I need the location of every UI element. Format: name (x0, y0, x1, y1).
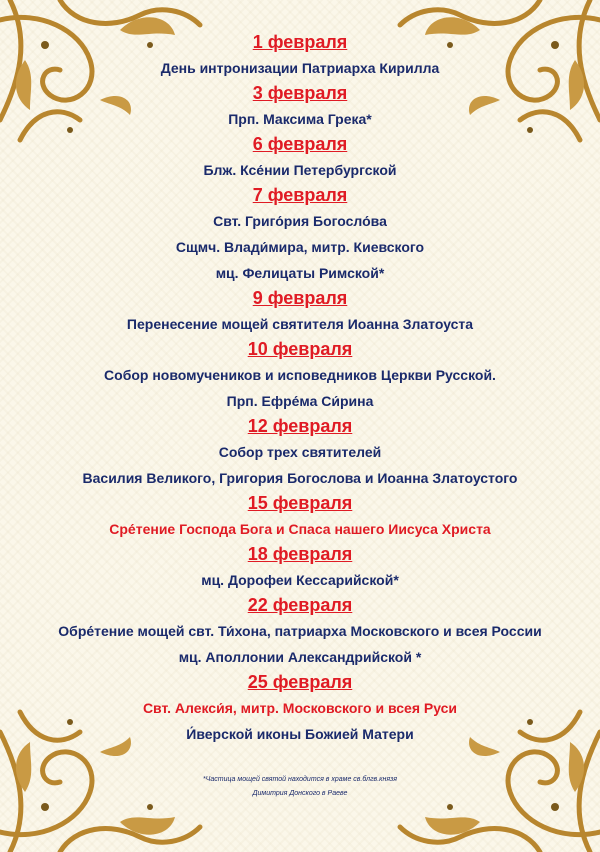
entry-line: Сщмч. Влади́мира, митр. Киевского (175, 239, 425, 255)
entry-line: Василия Великого, Григория Богослова и Иоанна Златоустого (82, 470, 518, 486)
calendar-entry (40, 593, 560, 670)
entry-line: И́верской иконы Божией Матери (186, 726, 414, 742)
calendar-entry (40, 183, 560, 286)
entry-date: 18 февраля (247, 544, 353, 564)
entry-line-feast: Сре́тение Господа Бога и Спаса нашего Иисуса Христа (109, 521, 491, 537)
entry-line-feast: Свт. Алекси́я, митр. Московского и всея Руси (142, 700, 458, 716)
entry-line: Собор трех святителей (218, 444, 382, 460)
entry-line: мц. Аполлонии Александрийской * (178, 649, 422, 665)
calendar-entry (40, 337, 560, 414)
calendar-entry (40, 414, 560, 491)
entry-date: 12 февраля (247, 416, 353, 436)
entry-line: Собор новомучеников и исповедников Церкви Русской. (104, 367, 496, 383)
entry-date: 22 февраля (247, 595, 353, 615)
calendar-entry (40, 81, 560, 132)
footnote-line: Димитрия Донского в Раеве (252, 790, 348, 797)
entry-line: Обре́тение мощей свт. Ти́хона, патриарха Московского и всея России (58, 623, 542, 639)
entry-date: 9 февраля (252, 288, 348, 308)
entry-line: Свт. Григо́рия Богосло́ва (213, 213, 387, 229)
calendar-entry (40, 286, 560, 337)
calendar-entry (40, 132, 560, 183)
entry-line: Прп. Ефре́ма Си́рина (226, 393, 374, 409)
calendar-entry (40, 30, 560, 81)
footnote (140, 773, 460, 801)
entry-line: Прп. Максима Грека* (228, 111, 372, 127)
footnote-line: *Частица мощей святой находится в храме св.блгв.князя (202, 776, 398, 783)
entry-line: мц. Дорофеи Кессарийской* (201, 572, 399, 588)
calendar-entry (40, 670, 560, 747)
entry-date: 1 февраля (252, 32, 348, 52)
entry-date: 3 февраля (252, 83, 348, 103)
calendar-entry (40, 491, 560, 542)
entry-date: 10 февраля (247, 339, 353, 359)
entry-date: 7 февраля (252, 185, 348, 205)
entry-date: 6 февраля (252, 134, 348, 154)
calendar-entry (40, 542, 560, 593)
entry-line: Блж. Ксе́нии Петербургской (203, 162, 397, 178)
entry-date: 25 февраля (247, 672, 353, 692)
entry-date: 15 февраля (247, 493, 353, 513)
calendar-list (40, 30, 560, 747)
entry-line: Перенесение мощей святителя Иоанна Златоуста (126, 316, 474, 332)
entry-line: мц. Фелицаты Римской* (215, 265, 385, 281)
entry-line: День интронизации Патриарха Кирилла (160, 60, 440, 76)
